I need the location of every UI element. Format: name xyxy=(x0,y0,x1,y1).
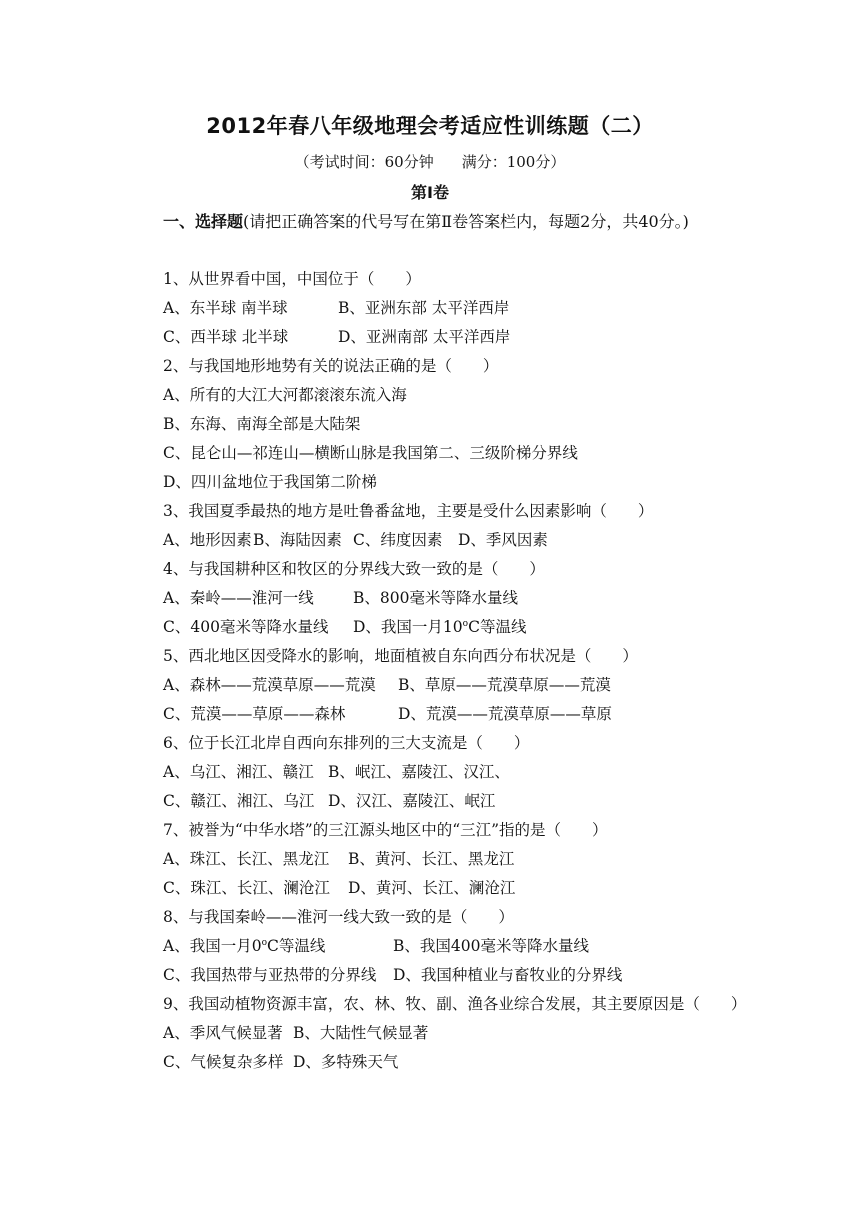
question-list xyxy=(130,265,747,1077)
full-score: 满分：100分） xyxy=(461,153,566,171)
answer-option: D、多特殊天气 xyxy=(293,1053,399,1071)
option-row xyxy=(130,468,740,497)
question-stem: 2、与我国地形地势有关的说法正确的是（ ） xyxy=(163,357,499,375)
answer-option: A、乌江、湘江、赣江 xyxy=(163,763,314,781)
answer-option: A、地形因素 xyxy=(163,531,252,549)
exam-time: （考试时间：60分钟 xyxy=(294,153,434,171)
answer-option: C、纬度因素 xyxy=(353,531,443,549)
answer-option: B、岷江、嘉陵江、汉江、 xyxy=(328,763,510,781)
answer-option: C、昆仑山—祁连山—横断山脉是我国第二、三级阶梯分界线 xyxy=(163,444,578,462)
option-row xyxy=(130,381,740,410)
answer-option: A、季风气候显著 xyxy=(163,1024,283,1042)
question-stem: 7、被誉为“中华水塔”的三江源头地区中的“三江”指的是（ ） xyxy=(163,821,608,839)
answer-option: A、秦岭——淮河一线 xyxy=(163,589,314,607)
question-stem: 3、我国夏季最热的地方是吐鲁番盆地，主要是受什么因素影响（ ） xyxy=(163,502,654,520)
option-row xyxy=(130,758,740,787)
answer-option: C、荒漠——草原——森林 xyxy=(163,705,346,723)
section-note: (请把正确答案的代号写在第Ⅱ卷答案栏内，每题2分，共40分。) xyxy=(243,212,689,231)
answer-option: B、我国400毫米等降水量线 xyxy=(393,937,589,955)
option-row xyxy=(130,613,740,642)
option-row xyxy=(130,1019,740,1048)
section-title: 一、选择题 xyxy=(163,212,244,231)
answer-option: C、气候复杂多样 xyxy=(163,1053,284,1071)
answer-option: C、西半球 北半球 xyxy=(163,328,289,346)
answer-option: D、荒漠——荒漠草原——草原 xyxy=(398,705,612,723)
question-stem: 9、我国动植物资源丰富，农、林、牧、副、渔各业综合发展，其主要原因是（ ） xyxy=(163,995,747,1013)
option-row xyxy=(130,526,740,555)
answer-option: A、珠江、长江、黑龙江 xyxy=(163,850,330,868)
question-stem: 6、位于长江北岸自西向东排列的三大支流是（ ） xyxy=(163,734,530,752)
option-row xyxy=(130,932,740,961)
answer-option: A、所有的大江大河都滚滚东流入海 xyxy=(163,386,407,404)
option-row xyxy=(130,1048,740,1077)
answer-option: D、我国种植业与畜牧业的分界线 xyxy=(393,966,623,984)
option-row xyxy=(130,323,740,352)
option-row xyxy=(130,961,740,990)
answer-option: D、黄河、长江、澜沧江 xyxy=(348,879,516,897)
option-row xyxy=(130,439,740,468)
answer-option: D、季风因素 xyxy=(458,531,548,549)
answer-option: B、亚洲东部 太平洋西岸 xyxy=(338,299,510,317)
answer-option: B、800毫米等降水量线 xyxy=(353,589,518,607)
option-row xyxy=(130,845,740,874)
answer-option: D、汉江、嘉陵江、岷江 xyxy=(328,792,496,810)
question-stem: 4、与我国耕种区和牧区的分界线大致一致的是（ ） xyxy=(163,560,545,578)
section-heading xyxy=(130,207,740,236)
question-stem: 8、与我国秦岭——淮河一线大致一致的是（ ） xyxy=(163,908,514,926)
question-stem: 5、西北地区因受降水的影响，地面植被自东向西分布状况是（ ） xyxy=(163,647,638,665)
option-row xyxy=(130,294,740,323)
option-row xyxy=(130,584,740,613)
question-stem: 1、从世界看中国，中国位于（ ） xyxy=(163,270,421,288)
option-row xyxy=(130,671,740,700)
option-row xyxy=(130,700,740,729)
page-title: 2012年春八年级地理会考适应性训练题（二） xyxy=(206,114,654,138)
answer-option: D、我国一月10$^o$C等温线 xyxy=(353,618,527,636)
option-row xyxy=(130,787,740,816)
answer-option: C、我国热带与亚热带的分界线 xyxy=(163,966,377,984)
answer-option: A、东半球 南半球 xyxy=(163,299,288,317)
answer-option: B、草原——荒漠草原——荒漠 xyxy=(398,676,611,694)
answer-option: C、珠江、长江、澜沧江 xyxy=(163,879,330,897)
answer-option: D、四川盆地位于我国第二阶梯 xyxy=(163,473,377,491)
answer-option: B、黄河、长江、黑龙江 xyxy=(348,850,515,868)
answer-option: A、森林——荒漠草原——荒漠 xyxy=(163,676,376,694)
answer-option: B、东海、南海全部是大陆架 xyxy=(163,415,361,433)
exam-info xyxy=(0,151,860,172)
part-heading: 第Ⅰ卷 xyxy=(411,183,449,202)
answer-option: B、海陆因素 xyxy=(253,531,342,549)
answer-option: C、赣江、湘江、乌江 xyxy=(163,792,315,810)
answer-option: C、400毫米等降水量线 xyxy=(163,618,329,636)
answer-option: B、大陆性气候显著 xyxy=(293,1024,429,1042)
answer-option: A、我国一月0$^o$C等温线 xyxy=(163,937,326,955)
option-row xyxy=(130,874,740,903)
option-row xyxy=(130,410,740,439)
answer-option: D、亚洲南部 太平洋西岸 xyxy=(338,328,511,346)
